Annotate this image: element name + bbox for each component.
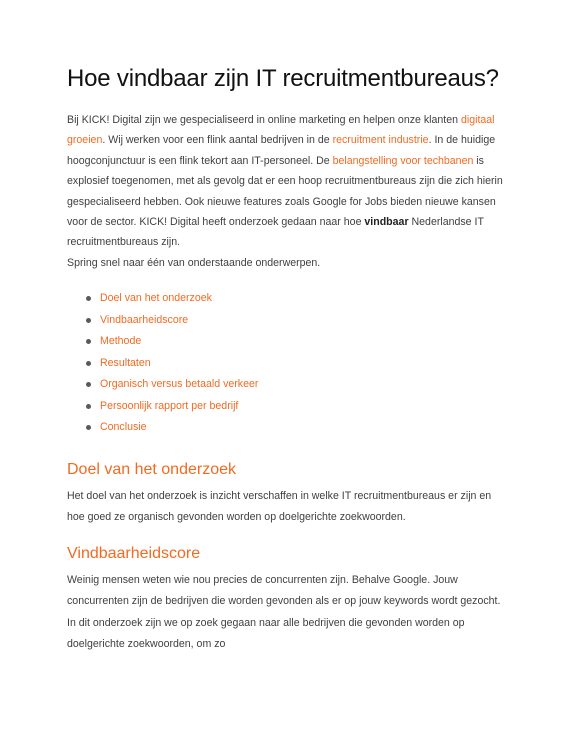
bullet-icon [86, 361, 91, 366]
bullet-icon [86, 339, 91, 344]
bullet-icon [86, 382, 91, 387]
page-title: Hoe vindbaar zijn IT recruitmentbureaus? [67, 65, 499, 92]
toc-item [67, 288, 506, 310]
bullet-icon [86, 404, 91, 409]
section-heading-vindbaarheidscore: Vindbaarheidscore [67, 545, 201, 563]
intro-jump-text: Spring snel naar één van onderstaande onderwerpen. [67, 256, 321, 269]
toc-link-resultaten[interactable]: Resultaten [100, 356, 151, 369]
link-recruitment-industrie[interactable]: recruitment industrie [332, 134, 429, 147]
intro-text-2: . Wij werken voor een flink aantal bedrijven in de [102, 134, 333, 147]
link-digitaal-groeien[interactable]: digitaal groeien [67, 114, 495, 147]
table-of-contents [67, 288, 506, 439]
intro-paragraph [67, 110, 506, 273]
intro-text-1: Bij KICK! Digital zijn we gespecialiseerd in online marketing en helpen onze klanten [67, 114, 461, 126]
toc-item [67, 396, 506, 418]
toc-item [67, 331, 506, 353]
bullet-icon [86, 296, 91, 301]
toc-item [67, 353, 506, 375]
toc-link-methode[interactable]: Methode [100, 335, 142, 348]
intro-text-3: . In de huidige hoogconjunctuur is een flink tekort aan IT-personeel. De [67, 134, 496, 167]
toc-item [67, 310, 506, 332]
link-belangstelling-techbanen[interactable]: belangstelling voor techbanen [332, 154, 474, 167]
toc-item [67, 374, 506, 396]
section-text-doel: Het doel van het onderzoek is inzicht verschaffen in welke IT recruitmentbureaus er zijn en hoe goed ze organisch gevonden worden op doelgerichte zoekwoorden. [67, 489, 492, 523]
toc-link-conclusie[interactable]: Conclusie [100, 421, 147, 434]
intro-text-5: Nederlandse IT recruitmentbureaus zijn. [67, 216, 484, 249]
toc-link-vindbaarheidscore[interactable]: Vindbaarheidscore [100, 313, 189, 326]
toc-link-doel[interactable]: Doel van het onderzoek [100, 292, 212, 305]
section-text-vindbaarheidscore: Weinig mensen weten wie nou precies de concurrenten zijn. Behalve Google. Jouw concurrenten zijn de bedrijven die worden gevonden als er op jouw keywords wordt gezocht. In dit onderzoek zijn we op zoek gegaan naar alle bedrijven die gevonden worden op doelgerichte zoekwoorden, om zo [67, 574, 501, 650]
bullet-icon [86, 425, 91, 430]
section-heading-doel: Doel van het onderzoek [67, 460, 236, 478]
intro-text-4: is explosief toegenomen, met als gevolg dat er een hoop recruitmentbureaus zijn die zich hierin gespecialiseerd hebben. Ook nieuwe features zoals Google for Jobs bieden nieuwe kansen voor de sector. KICK! Digital heeft onderzoek gedaan naar hoe [67, 154, 503, 229]
bullet-icon [86, 318, 91, 323]
toc-link-organisch-betaald[interactable]: Organisch versus betaald verkeer [100, 378, 259, 391]
toc-link-rapport[interactable]: Persoonlijk rapport per bedrijf [100, 399, 239, 412]
toc-item [67, 417, 506, 439]
intro-bold-vindbaar: vindbaar [364, 216, 409, 229]
